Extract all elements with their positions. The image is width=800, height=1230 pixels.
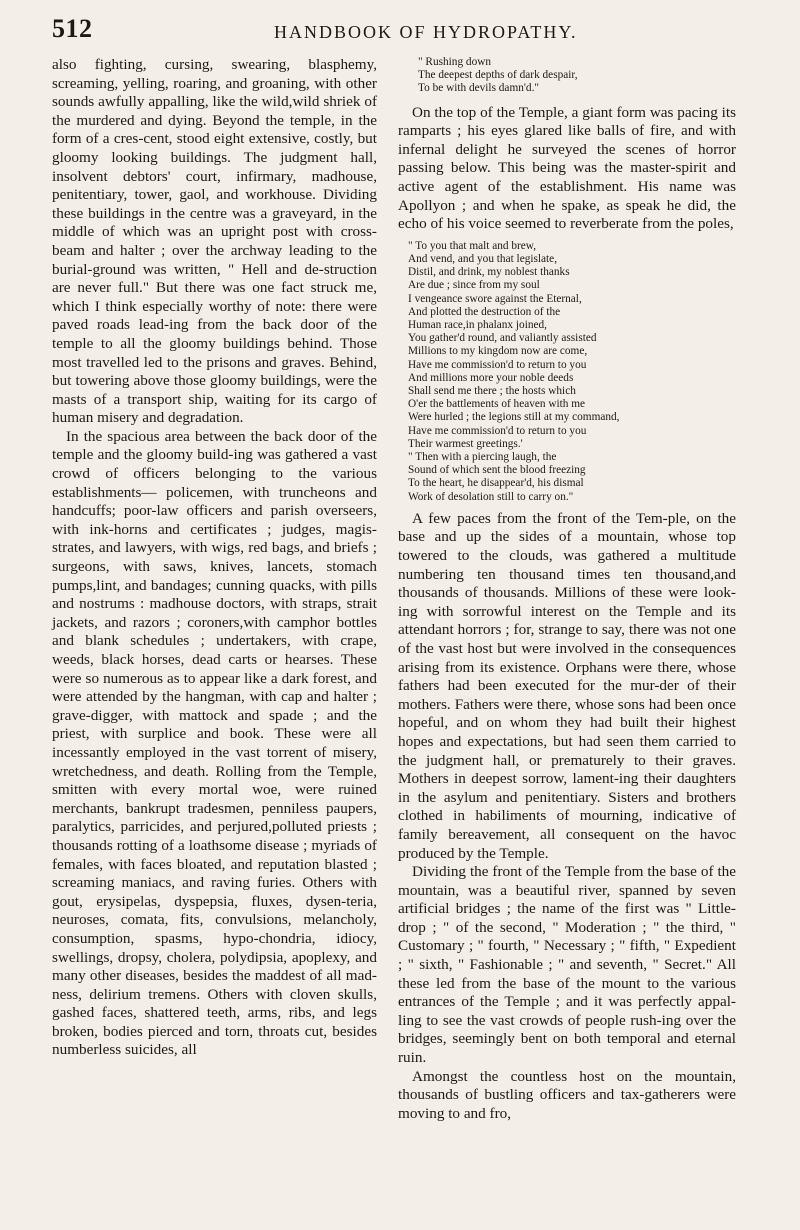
- verse-main: " To you that malt and brew, And vend, and you that legislate, Distil, and drink, my noblest thanks Are due ; since from my soul I vengeance swore against the Eternal, And plotted the destruction of the Human race,in phalanx joined, You gather'd round, and valiantly assisted Millions to my kingdom now are come, Have me commission'd to return to you And millions more your noble deeds Shall send me there ; the hosts which O'er the battlements of heaven with me Were hurled ; the legions still at my command, Have me commission'd to return to you Their warmest greetings.' " Then with a piercing laugh, the Sound of which sent the blood freezing To the heart, he disappear'd, his dismal Work of desolation still to carry on.": [408, 239, 620, 503]
- page-header: [52, 14, 752, 48]
- page-number: 512: [52, 14, 93, 43]
- right-paragraph-4: Amongst the countless host on the mountain, thousands of bustling officers and tax-gatherers were moving to and fro,: [398, 1067, 736, 1122]
- verse-top: " Rushing down The deepest depths of dark despair, To be with devils damn'd.": [418, 56, 578, 95]
- left-paragraph-1: also fighting, cursing, swearing, blasphemy, screaming, yelling, roaring, and groaning, with other sounds awfully appalling, like the wild,wild shriek of the murdered and dying. Beyond the temple, in the form of a cres-cent, stood eight extensive, costly, but gloomy looking buildings. The judgment hall, insolvent debtors' court, infirmary, madhouse, penitentiary, tower, gaol, and workhouse. Dividing these buildings in the centre was a graveyard, in the middle of which was an upright post with cross-beam and halter ; over the archway leading to the burial-ground was written, " Hell and de-struction are never full." But there was one fact struck me, which I think especially worthy of note: there were paved roads lead-ing from the back door of the temple to all the gloomy buildings behind. Those most travelled led to the prisons and graves. Behind, but towering above those gloomy buildings, were the masts of a transport ship, waiting for its cargo of human misery and degradation.: [52, 56, 377, 427]
- left-column: [52, 56, 377, 1060]
- right-paragraph-3: Dividing the front of the Temple from the base of the mountain, was a beautiful river, spanned by seven artificial bridges ; the name of the first was " Little-drop ; " of the second, " Moderation ; " the third, " Customary ; " fourth, " Necessary ; " fifth, " Expedient ; " sixth, " Fashionable ; " and seventh, " Secret." All these led from the base of the mount to the various entrances of the Temple ; and it was perfectly appal-ling to see the vast crowds of people rush-ing over the bridges, seemingly bent on both temporal and eternal ruin.: [398, 863, 736, 1067]
- right-paragraph-1: On the top of the Temple, a giant form was pacing its ramparts ; his eyes glared like balls of fire, and with infernal delight he surveyed the scenes of horror passing below. This being was the master-spirit and active agent of the establishment. His name was Apollyon ; and when he spake, as speak he did, the echo of his voice seemed to reverberate from the poles,: [398, 103, 736, 233]
- running-title: HANDBOOK OF HYDROPATHY.: [274, 22, 578, 42]
- right-paragraph-2: A few paces from the front of the Tem-ple, on the base and up the sides of a mountain, whose top towered to the clouds, was gathered a multitude numbering ten thousand times ten thousand,and thousands of thousands. Millions of these were look-ing with sorrowful interest on the Temple and its attendant horrors ; for, strange to say, there was not one of the vast host but were involved in the consequences arising from its existence. Orphans were there, whose fathers had been executed for the mur-der of their mothers. Fathers were there, whose sons had been once hopeful, and on whom they had built their highest hopes and expectations, but had seen them carried to the judgment hall, or prematurely to their graves. Mothers in deepest sorrow, lament-ing their daughters in the asylum and penitentiary. Sisters and brothers clothed in habiliments of mourning, indicative of family bereavement, all consequent on the havoc produced by the Temple.: [398, 509, 736, 862]
- left-paragraph-2: In the spacious area between the back door of the temple and the gloomy build-ing was gathered a vast crowd of officers belonging to the various establishments— policemen, with truncheons and handcuffs; poor-law officers and parish overseers, with ink-horns and certificates ; judges, magis-strates, and lawyers, with wigs, red bags, and briefs ; surgeons, with saws, knives, lancets, stomach pumps,lint, and bandages; cunning quacks, with pills and nostrums : madhouse doctors, with straps, strait jackets, and razors ; coroners,with camphor bottles and blank schedules ; undertakers, with crape, weeds, black horses, dead carts or hearses. These were so numerous as to appear like a dark forest, and were attended by the hangman, with cap and halter ; grave-digger, with mattock and spade ; and the priest, with surplice and book. These were all incessantly employed in the vast torrent of misery, wretchedness, and death. Rolling from the Temple, smitten with every mortal woe, were ruined merchants, bankrupt tradesmen, penniless paupers, paralytics, parricides, and perjured,polluted priests ; thousands rotting of a loathsome disease ; myriads of females, with faces bloated, and reputation blasted ; screaming maniacs, and raving furies. Others with gout, erysipelas, dyspepsia, fluxes, dysen-teria, neuroses, comata, fits, convulsions, melancholy, consumption, spasms, hypo-chondria, idiocy, swellings, dropsy, cholera, polydipsia, apoplexy, and many other diseases, besides the maddest of all mad-ness, delirium tremens. Others with cloven skulls, gashed faces, shattered teeth, arms, ribs, and legs broken, bodies pierced and torn, throats cut, besides numberless suicides, all: [52, 427, 377, 1059]
- right-column: [398, 56, 736, 1123]
